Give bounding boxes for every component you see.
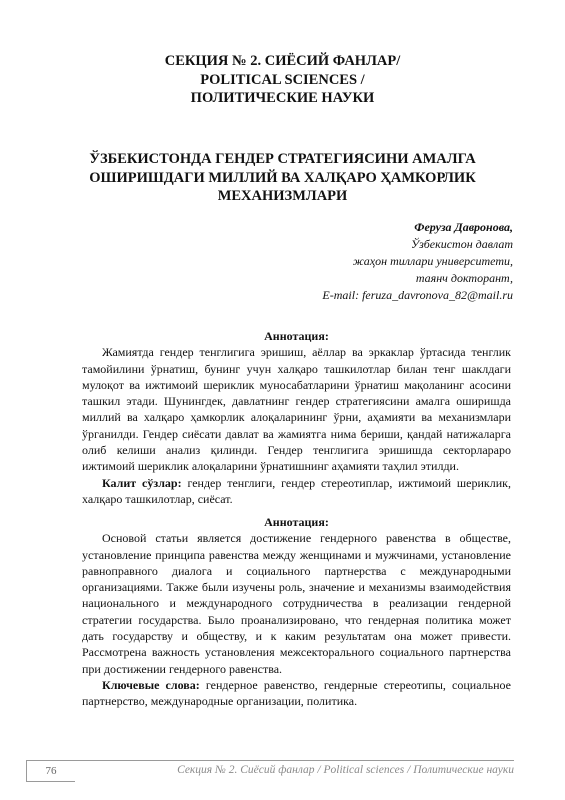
page-number: 76 — [26, 761, 75, 782]
author-affiliation: Ўзбекистон давлат — [411, 237, 513, 251]
annotation-text: Жамиятда гендер тенглигига эришиш, аёллар ва эркаклар ўртасида тенглик тамойилини ўрнатиш, бунинг учун халқаро ташкилотлар билан тенг шаклдаги мулоқот ва ижтимоий шериклик муносабатларини ўрнатиш мақоланинг асосини ташкил этади. Шунингдек, давлатнинг гендер стратегиясини амалга оширишда миллий ва халқаро ҳамкорлик алоқаларининг ўрни, аҳамияти ва механизмлари ўрганилди. Гендер сиёсати давлат ва жамиятга нима бериши, қандай натижаларга олиб келиши анализ қилинди. Гендер тенглигига эришишда секторлараро ижтимоий шериклик алоқаларини ўрнатишнинг аҳамияти таҳлил этилди. — [82, 345, 511, 474]
author-position: таянч докторант, — [415, 271, 513, 285]
annotation-heading: Аннотация: — [264, 515, 329, 529]
annotation-russian — [82, 514, 511, 710]
author-name: Феруза Давронова, — [414, 220, 513, 234]
keywords-text: гендер тенглиги, гендер стереотиплар, ижтимоий шериклик, халқаро ташкилотлар, сиёсат. — [82, 475, 511, 506]
author-email[interactable]: E-mail: feruza_davronova_82@mail.ru — [322, 288, 513, 302]
article-title-line: ОШИРИШДАГИ МИЛЛИЙ ВА ХАЛҚАРО ҲАМКОРЛИК — [89, 169, 476, 186]
annotation-uzbek — [82, 328, 511, 507]
keywords-paragraph — [82, 677, 511, 710]
keywords-label: Калит сўзлар: — [102, 475, 182, 490]
section-heading — [0, 52, 565, 108]
article-title-line: МЕХАНИЗМЛАРИ — [217, 188, 348, 204]
section-heading-line: ПОЛИТИЧЕСКИЕ НАУКИ — [190, 90, 375, 106]
article-title — [60, 150, 505, 206]
keywords-paragraph — [82, 475, 511, 508]
keywords-text: гендерное равенство, гендерные стереотипы, социальное партнерство, международные организации, политика. — [82, 677, 511, 709]
article-title-line: ЎЗБЕКИСТОНДА ГЕНДЕР СТРАТЕГИЯСИНИ АМАЛГА — [89, 151, 476, 167]
annotation-text: Основой статьи является достижение гендерного равенства в обществе, установление принципа равенства между женщинами и мужчинами, установление равноправного диалога и социального партнерства с международными организациями. Также были изучены роль, значение и механизмы взаимодействия национального и международного сотрудничества в реализации гендерной стратегии государства. Было проанализировано, что гендерная политика может дать государству и обществу, и к каким результатам она может привести. Рассмотрена важность установления межсекторального социального партнерства при достижении гендерного равенства. — [82, 531, 511, 676]
author-affiliation: жаҳон тиллари университети, — [352, 254, 513, 268]
author-block — [183, 219, 513, 304]
section-heading-line: POLITICAL SCIENCES / — [200, 71, 365, 88]
page-footer — [26, 760, 514, 781]
section-heading-line: СЕКЦИЯ № 2. СИЁСИЙ ФАНЛАР/ — [164, 53, 401, 69]
keywords-label: Ключевые слова: — [102, 677, 200, 692]
running-title: Секция № 2. Сиёсий фанлар / Political sciences / Политические науки — [177, 764, 514, 776]
annotation-heading: Аннотация: — [264, 329, 329, 343]
